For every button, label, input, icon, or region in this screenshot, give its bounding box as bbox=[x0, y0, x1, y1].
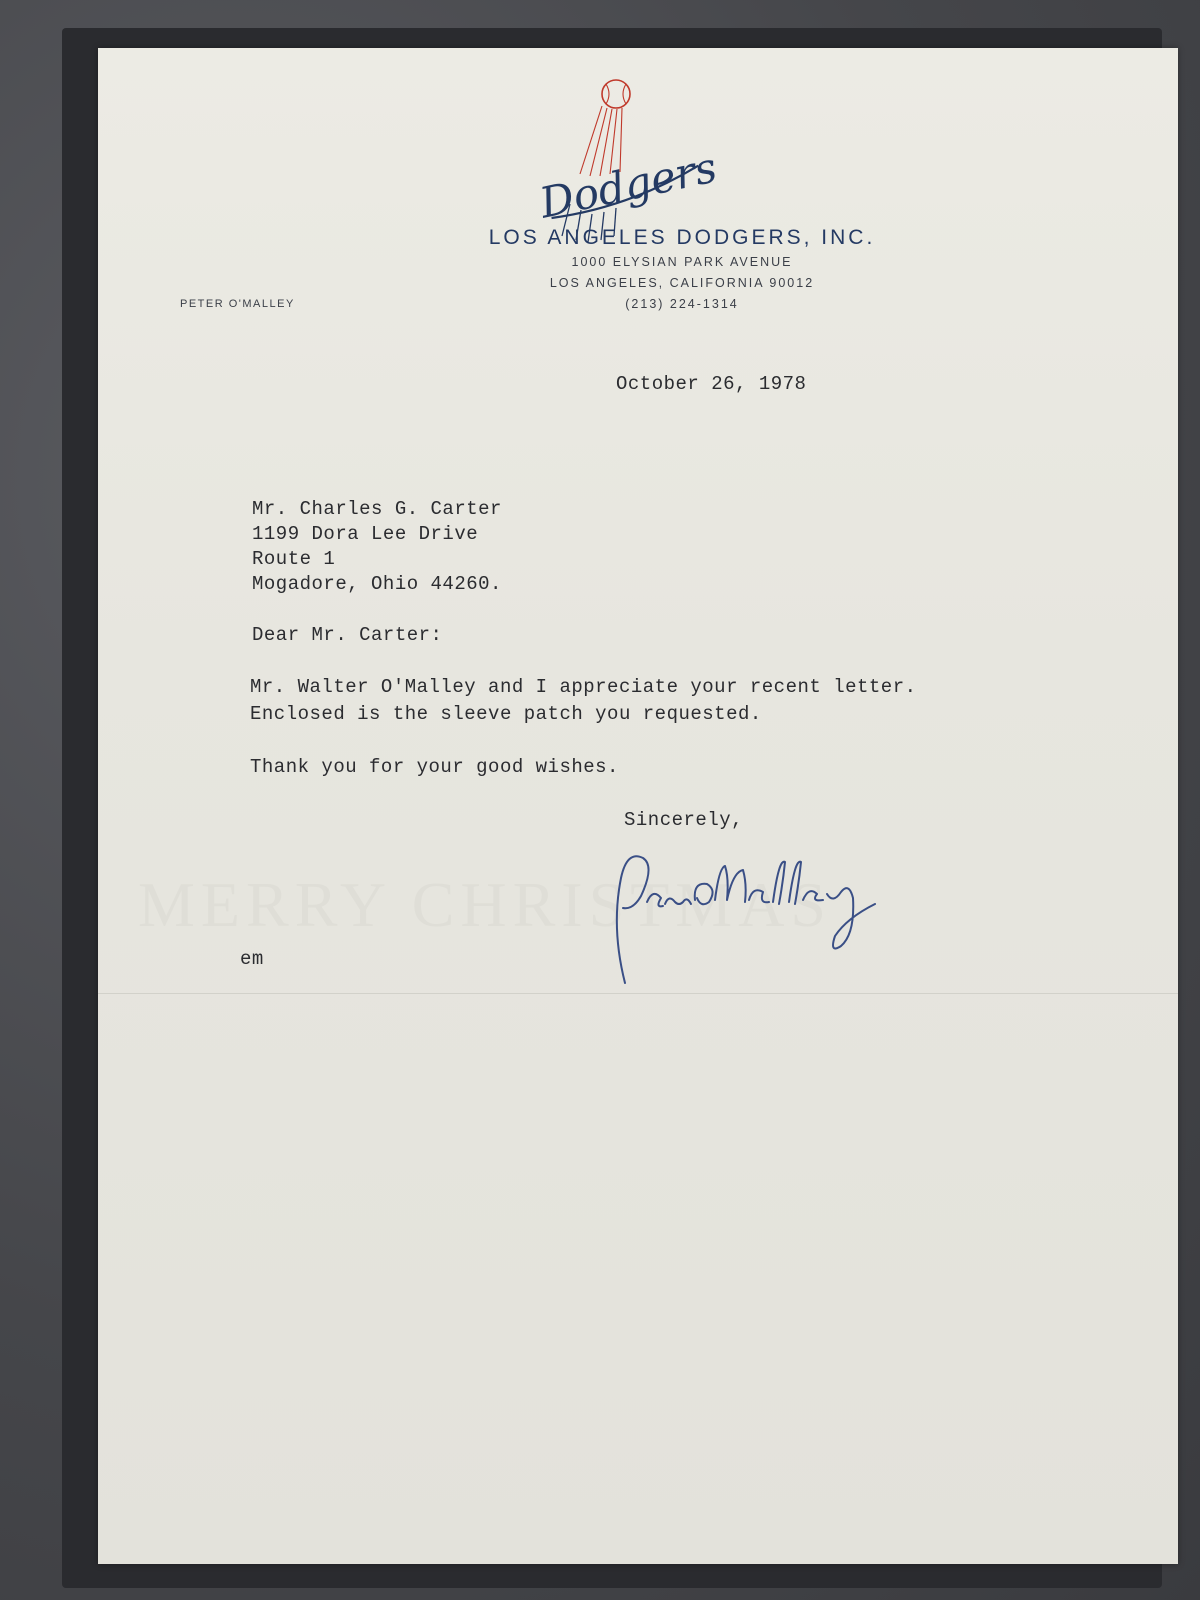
letter-page bbox=[98, 48, 1178, 1564]
baseball-icon bbox=[602, 80, 630, 108]
recipient-line: Mr. Charles G. Carter bbox=[252, 498, 502, 520]
salutation: Dear Mr. Carter: bbox=[252, 624, 443, 646]
closing: Sincerely, bbox=[624, 809, 744, 831]
recipient-line: 1199 Dora Lee Drive bbox=[252, 523, 479, 545]
recipient-line: Mogadore, Ohio 44260. bbox=[252, 573, 502, 595]
executive-name: PETER O'MALLEY bbox=[180, 298, 295, 310]
letter-date: October 26, 1978 bbox=[616, 373, 807, 395]
body-line: Enclosed is the sleeve patch you requested. bbox=[250, 703, 762, 725]
handwritten-signature bbox=[603, 838, 913, 998]
body-line: Mr. Walter O'Malley and I appreciate your recent letter. bbox=[250, 676, 917, 698]
company-name: LOS ANGELES DODGERS, INC. bbox=[488, 226, 876, 249]
show-through-marks: MERRY CHRISTMAS bbox=[138, 869, 832, 940]
dodgers-script-wordmark: Dodgers bbox=[535, 142, 721, 228]
street-address: 1000 ELYSIAN PARK AVENUE bbox=[571, 255, 793, 269]
phone-number: (213) 224-1314 bbox=[625, 297, 739, 311]
city-address: LOS ANGELES, CALIFORNIA 90012 bbox=[549, 276, 815, 290]
body-line: Thank you for your good wishes. bbox=[250, 756, 619, 778]
recipient-line: Route 1 bbox=[252, 548, 336, 570]
typist-initials: em bbox=[240, 948, 264, 970]
